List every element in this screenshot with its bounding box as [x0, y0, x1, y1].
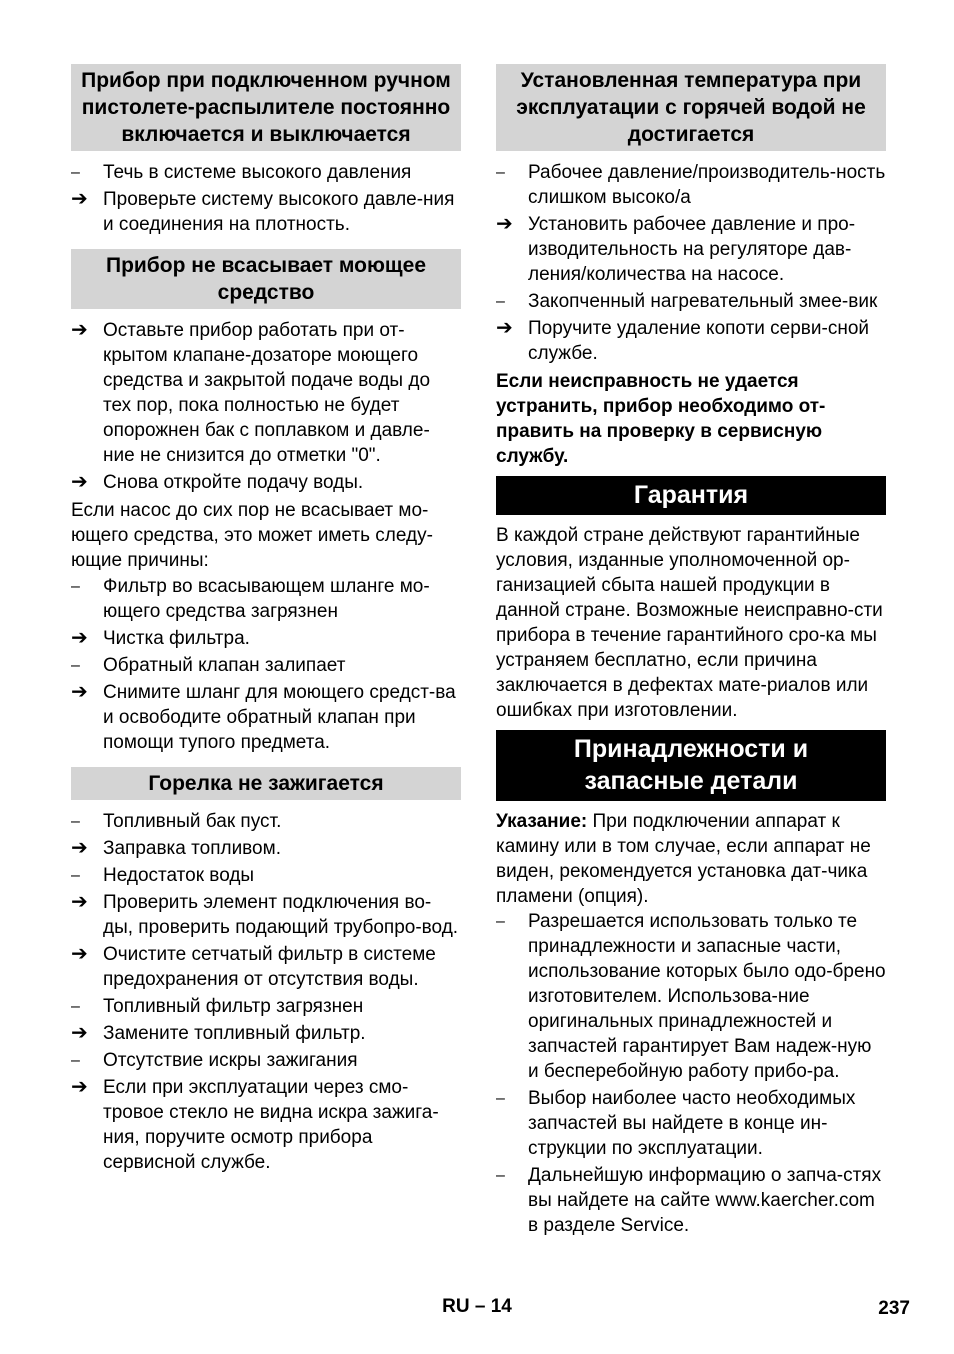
list-item-text: Топливный бак пуст.	[103, 811, 282, 832]
list-item	[496, 212, 886, 287]
accessories-heading-line1: Принадлежности и	[573, 735, 809, 763]
list-item-text: Дальнейшую информацию о запча-стях вы найдете на сайте www.kaercher.com в разделе Service.	[528, 1165, 882, 1236]
list-item-text: Отсутствие искры зажигания	[103, 1050, 358, 1071]
list-item-text: Замените топливный фильтр.	[103, 1023, 366, 1044]
page-number: 237	[878, 1298, 910, 1319]
list-item	[71, 318, 461, 468]
list-temperature	[496, 160, 886, 366]
list-item	[71, 1048, 461, 1073]
list-item-text: Выбор наиболее часто необходимых запчастей вы найдете в конце ин-струкции по эксплуатации.	[528, 1088, 856, 1159]
list-item-text: Очистите сетчатый фильтр в системе предохранения от отсутствия воды.	[103, 944, 436, 990]
list-item-text: Заправка топливом.	[103, 838, 281, 859]
arrow-right-icon: ➔	[71, 943, 88, 965]
arrow-right-icon: ➔	[496, 213, 513, 235]
list-item	[71, 1075, 461, 1175]
list-item	[71, 160, 461, 185]
accessories-heading	[496, 730, 886, 801]
service-note: Если неисправность не удается устранить, прибор необходимо от-править на проверку в сервисную службу.	[496, 371, 826, 467]
section-heading-no-detergent: Прибор не всасывает моющее средство	[71, 249, 461, 309]
accessories-heading-line2: запасные детали	[584, 767, 798, 795]
warranty-text: В каждой стране действуют гарантийные условия, изданные уполномоченной ор-ганизацией сбыта нашей продукции в данной стране. Возможные неисправно-сти прибора в течение гарантийного сро-ка мы устраняем бесплатно, если причина заключается в дефектах мате-риалов или ошибках при изготовлении.	[496, 525, 883, 721]
list-item	[71, 890, 461, 940]
section-heading-temperature: Установленная температура при эксплуатации с горячей водой не достигается	[496, 64, 886, 151]
section-heading-gun-cycling: Прибор при подключенном ручном пистолете-распылителе постоянно включается и выключается	[71, 64, 461, 151]
dash-marker: –	[496, 913, 505, 930]
list-item	[71, 574, 461, 624]
list-item	[71, 653, 461, 678]
arrow-right-icon: ➔	[496, 317, 513, 339]
list-item	[71, 809, 461, 834]
note-paragraph	[496, 809, 886, 909]
list-item	[71, 680, 461, 755]
arrow-right-icon: ➔	[71, 471, 88, 493]
detergent-causes-paragraph: Если насос до сих пор не всасывает мо-ющего средства, это может иметь следу-ющие причины:	[71, 500, 433, 571]
dash-marker: –	[71, 578, 80, 595]
left-column	[71, 64, 461, 1177]
list-item-text: Снова откройте подачу воды.	[103, 472, 364, 493]
dash-marker: –	[496, 164, 505, 181]
dash-marker: –	[71, 867, 80, 884]
list-no-detergent	[71, 318, 461, 495]
right-column	[496, 64, 886, 1240]
list-item-text: Течь в системе высокого давления	[103, 162, 412, 183]
list-item	[496, 1163, 886, 1238]
list-item-text: Проверьте систему высокого давле-ния и соединения на плотность.	[103, 189, 455, 235]
arrow-right-icon: ➔	[71, 681, 88, 703]
list-item	[496, 909, 886, 1084]
arrow-right-icon: ➔	[71, 627, 88, 649]
list-item	[71, 942, 461, 992]
dash-marker: –	[496, 293, 505, 310]
arrow-right-icon: ➔	[71, 188, 88, 210]
arrow-right-icon: ➔	[71, 319, 88, 341]
list-item-text: Установить рабочее давление и про-изводительность на регуляторе дав-ления/количества на насосе.	[528, 214, 856, 285]
arrow-right-icon: ➔	[71, 1076, 88, 1098]
list-item-text: Поручите удаление копоти серви-сной службе.	[528, 318, 870, 364]
list-item-text: Рабочее давление/производитель-ность слишком высоко/а	[528, 162, 886, 208]
list-item-text: Оставьте прибор работать при от-крытом клапане-дозаторе моющего средства и закрытой подаче воды до тех пор, пока полностью не будет опорожнен бак с поплавком и давле-ние не снизится до отметки "0".	[103, 320, 431, 466]
list-item-text: Проверить элемент подключения во-ды, проверить подающий трубопро-вод.	[103, 892, 459, 938]
dash-marker: –	[71, 813, 80, 830]
dash-marker: –	[71, 998, 80, 1015]
dash-marker: –	[71, 657, 80, 674]
list-item-text: Снимите шланг для моющего средст-ва и освободите обратный клапан при помощи тупого предмета.	[103, 682, 456, 753]
page-section-label: RU – 14	[442, 1296, 512, 1317]
dash-marker: –	[496, 1167, 505, 1184]
list-item-text: Обратный клапан залипает	[103, 655, 346, 676]
list-item	[71, 836, 461, 861]
list-item-text: Недостаток воды	[103, 865, 255, 886]
arrow-right-icon: ➔	[71, 837, 88, 859]
list-item	[71, 187, 461, 237]
arrow-right-icon: ➔	[71, 1022, 88, 1044]
list-item-text: Если при эксплуатации через смо-тровое стекло не видна искра зажига-ния, поручите осмотр прибора сервисной службе.	[103, 1077, 439, 1173]
list-item	[496, 316, 886, 366]
list-accessories	[496, 909, 886, 1238]
list-item	[71, 994, 461, 1019]
dash-marker: –	[71, 164, 80, 181]
dash-marker: –	[71, 1052, 80, 1069]
note-text: При подключении аппарат к камину или в том случае, если аппарат не виден, рекомендуется установка дат-чика пламени (опция).	[496, 811, 871, 907]
list-item	[496, 289, 886, 314]
list-detergent-causes	[71, 574, 461, 755]
list-item	[496, 160, 886, 210]
note-label: Указание:	[496, 811, 588, 832]
list-gun-cycling	[71, 160, 461, 237]
list-item	[496, 1086, 886, 1161]
section-heading-burner: Горелка не зажигается	[71, 767, 461, 800]
list-item	[71, 1021, 461, 1046]
list-burner	[71, 809, 461, 1175]
list-item	[71, 626, 461, 651]
list-item-text: Фильтр во всасывающем шланге мо-ющего средства загрязнен	[103, 576, 430, 622]
list-item-text: Закопченный нагревательный змее-вик	[528, 291, 878, 312]
arrow-right-icon: ➔	[71, 891, 88, 913]
list-item	[71, 470, 461, 495]
list-item-text: Чистка фильтра.	[103, 628, 250, 649]
list-item	[71, 863, 461, 888]
list-item-text: Разрешается использовать только те принадлежности и запасные части, использование которых было одо-брено изготовителем. Использова-ние оригинальных принадлежностей и запчастей гарантирует Вам надеж-ную и бесперебойную работу прибо-ра.	[528, 911, 886, 1082]
warranty-heading: Гарантия	[496, 476, 886, 515]
list-item-text: Топливный фильтр загрязнен	[103, 996, 364, 1017]
dash-marker: –	[496, 1090, 505, 1107]
